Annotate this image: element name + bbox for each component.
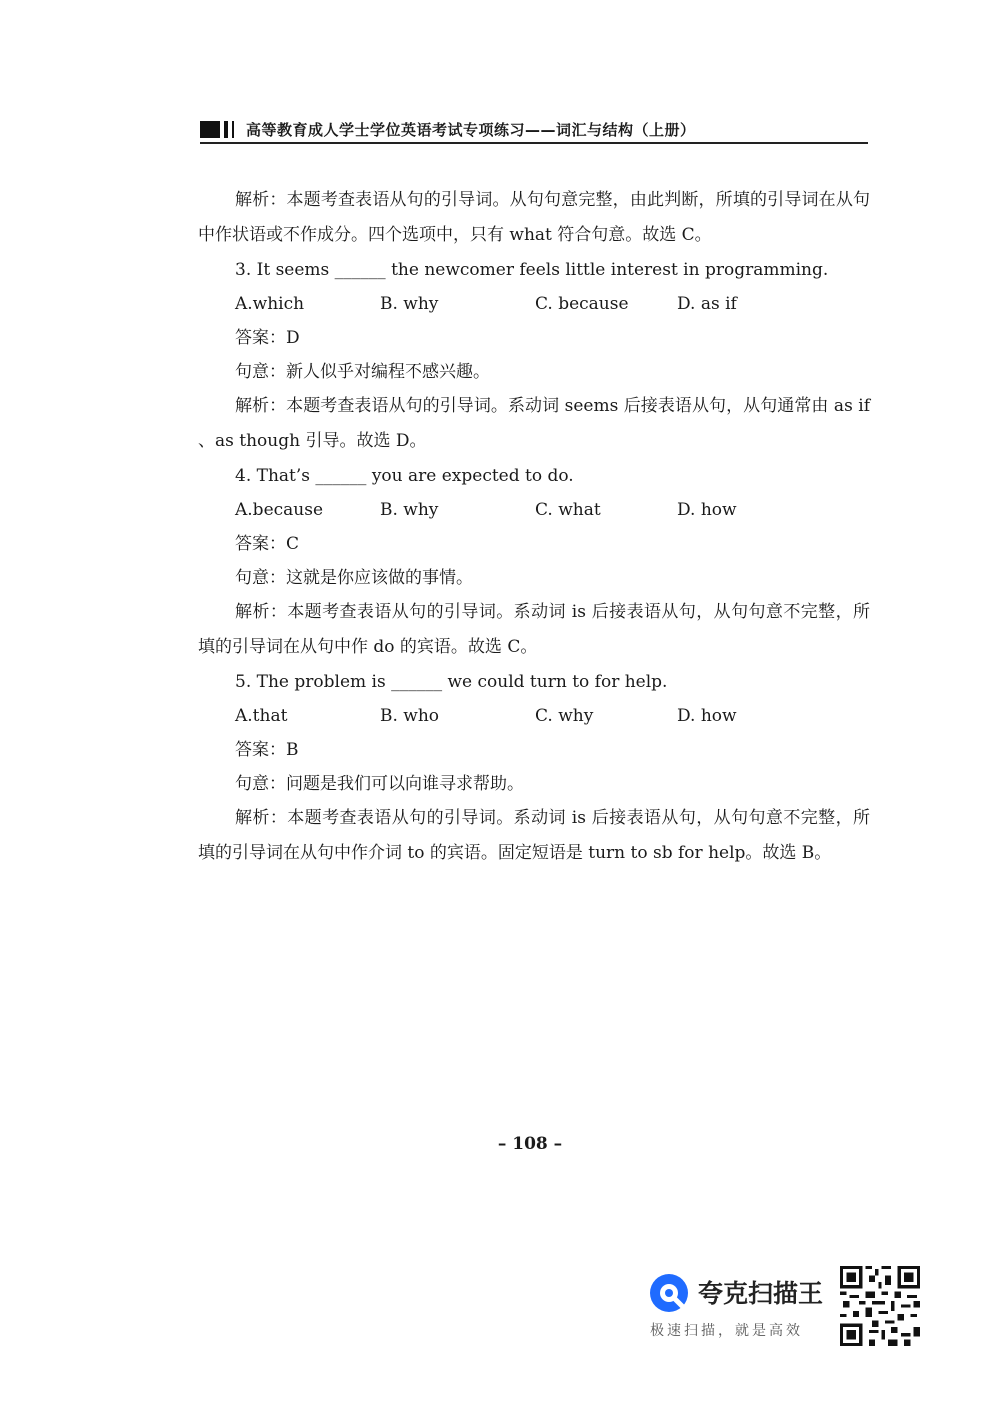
q4-option-c: C. what: [535, 500, 601, 520]
header-bar-mid: [224, 121, 228, 138]
q3-meaning: 句意：新人似乎对编程不感兴趣。: [235, 362, 490, 382]
question-4: [198, 459, 870, 665]
header-bar-thick: [200, 121, 220, 138]
q3-option-b: B. why: [380, 294, 439, 314]
q3-answer: 答案：D: [235, 328, 300, 348]
q3-option-a: A.which: [235, 294, 305, 314]
scanner-watermark: [648, 1262, 928, 1342]
q4-answer: 答案：C: [235, 534, 300, 554]
q4-options: [198, 493, 870, 527]
q4-option-d: D. how: [677, 500, 737, 520]
q5-answer: 答案：B: [235, 740, 299, 760]
page-number: – 108 –: [497, 1134, 563, 1154]
q4-meaning: 句意：这就是你应该做的事情。: [235, 568, 473, 588]
q5-option-b: B. who: [380, 706, 440, 726]
q5-option-c: C. why: [535, 706, 594, 726]
q2-analysis: 解析：本题考查表语从句的引导词。从句句意完整，由此判断，所填的引导词在从句中作状语或不作成分。四个选项中，只有 what 符合句意。故选 C。: [198, 190, 870, 245]
q4-option-a: A.because: [235, 500, 324, 520]
q3-option-c: C. because: [535, 294, 629, 314]
watermark-slogan: 极速扫描，就是高效: [650, 1323, 803, 1339]
header-rule: [200, 142, 868, 144]
header: [200, 116, 868, 142]
q3-options: [198, 287, 870, 321]
header-bar-thin: [232, 121, 234, 138]
question-3: [198, 253, 870, 459]
q5-analysis: 解析：本题考查表语从句的引导词。系动词 is 后接表语从句，从句句意不完整，所填的引导词在从句中作介词 to 的宾语。固定短语是 turn to sb for help。故选 B。: [198, 808, 870, 863]
q3-analysis: 解析：本题考查表语从句的引导词。系动词 seems 后接表语从句，从句通常由 as if 、as though 引导。故选 D。: [198, 396, 870, 451]
watermark-app-name: 夸克扫描王: [698, 1279, 824, 1308]
q3-stem: 3. It seems ______ the newcomer feels little interest in programming.: [235, 260, 829, 280]
header-title: 高等教育成人学士学位英语考试专项练习——词汇与结构（上册）: [246, 120, 696, 139]
quark-logo-icon: [648, 1272, 690, 1314]
q5-options: [198, 699, 870, 733]
q5-meaning: 句意：问题是我们可以向谁寻求帮助。: [235, 774, 524, 794]
question-5: [198, 665, 870, 871]
q4-stem: 4. That’s ______ you are expected to do.: [235, 466, 574, 486]
q5-option-a: A.that: [235, 706, 288, 726]
q4-analysis: 解析：本题考查表语从句的引导词。系动词 is 后接表语从句，从句句意不完整，所填的引导词在从句中作 do 的宾语。故选 C。: [198, 602, 870, 657]
q5-stem: 5. The problem is ______ we could turn to for help.: [235, 672, 668, 692]
q3-option-d: D. as if: [677, 294, 737, 314]
q5-option-d: D. how: [677, 706, 737, 726]
header-bars-decoration: [200, 121, 234, 138]
qr-code-icon: [840, 1266, 920, 1346]
q4-option-b: B. why: [380, 500, 439, 520]
page-body: [198, 183, 870, 871]
